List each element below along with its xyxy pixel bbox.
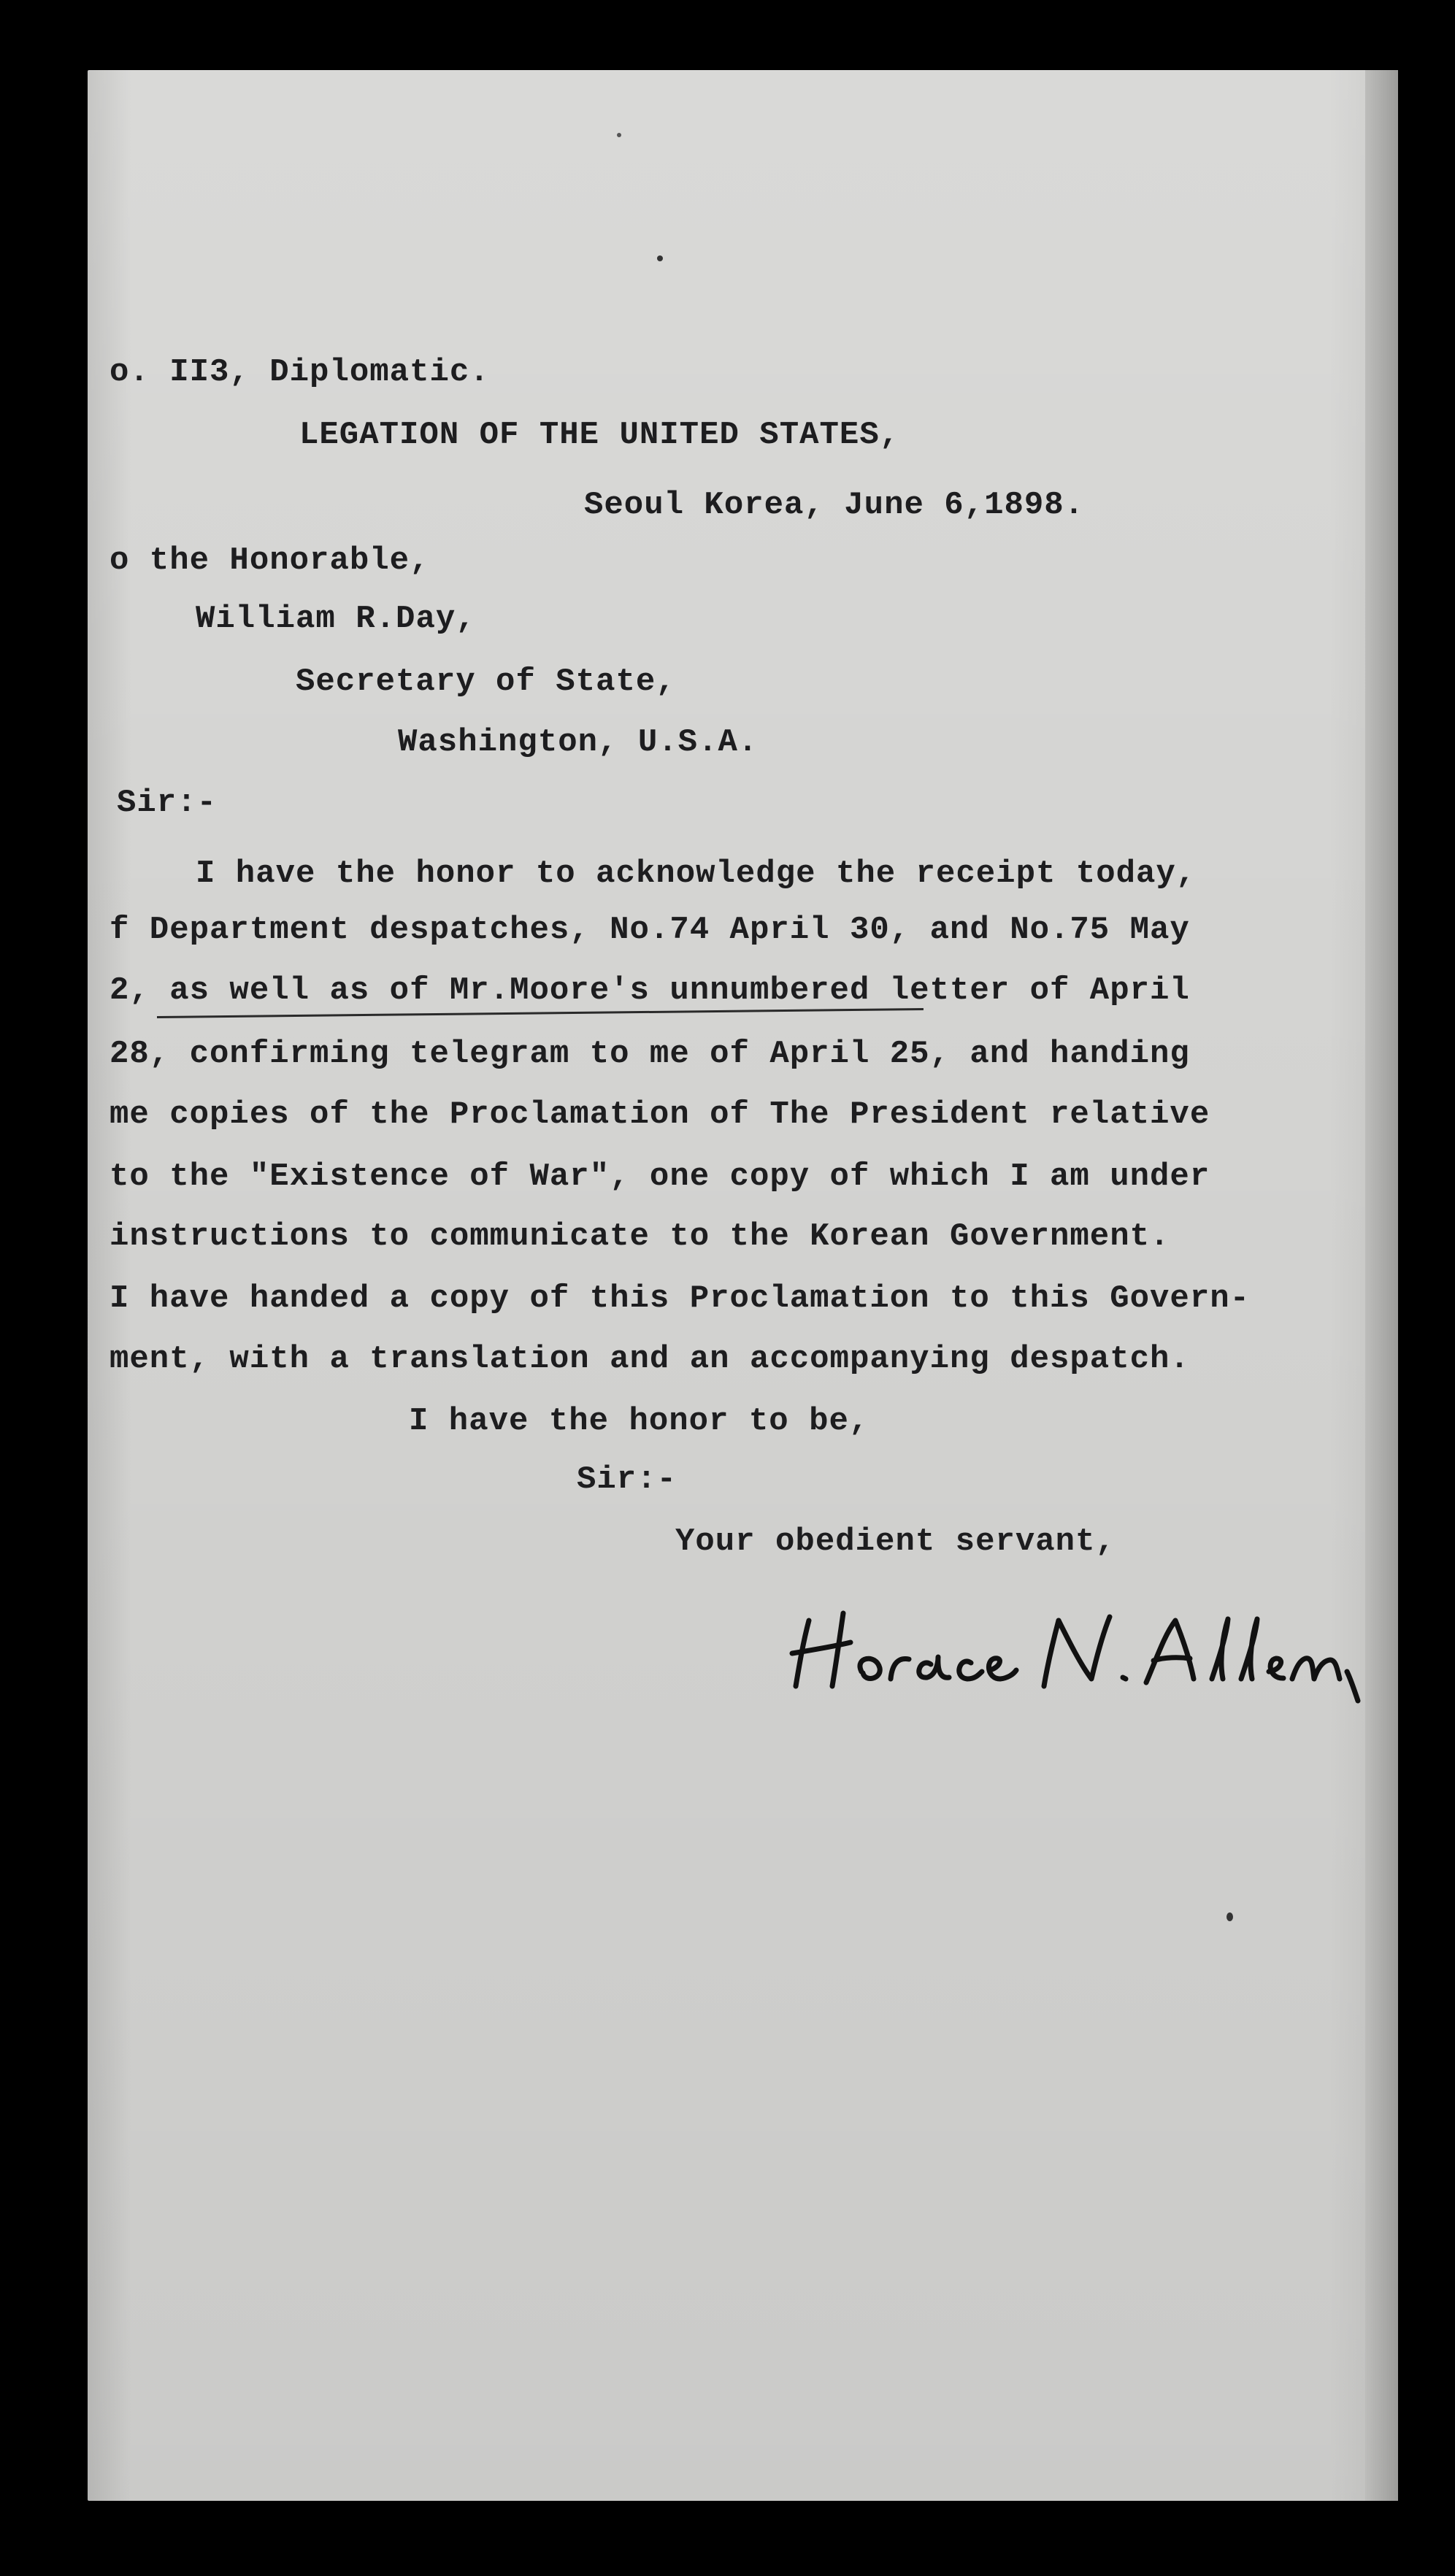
- body-line: I have the honor to acknowledge the receipt today,: [196, 856, 1197, 892]
- place-and-date: Seoul Korea, June 6,1898.: [584, 487, 1085, 523]
- salutation: Sir:-: [117, 785, 218, 821]
- closing-line: I have the honor to be,: [409, 1403, 869, 1439]
- legation-heading: LEGATION OF THE UNITED STATES,: [299, 417, 900, 453]
- body-line: f Department despatches, No.74 April 30, and No.75 May: [110, 912, 1190, 948]
- body-line: 28, confirming telegram to me of April 25, and handing: [110, 1036, 1190, 1072]
- body-line: I have handed a copy of this Proclamation to this Govern-: [110, 1280, 1251, 1317]
- addressee-name: William R.Day,: [196, 601, 476, 637]
- body-line: ment, with a translation and an accompanying despatch.: [110, 1341, 1190, 1377]
- pencil-underline: [157, 1008, 924, 1018]
- body-line: to the "Existence of War", one copy of which I am under: [110, 1158, 1210, 1195]
- addressee-location: Washington, U.S.A.: [398, 724, 759, 761]
- body-line: me copies of the Proclamation of The President relative: [110, 1096, 1210, 1133]
- despatch-number: o. II3, Diplomatic.: [110, 354, 490, 391]
- closing-salutation: Sir:-: [577, 1461, 677, 1498]
- closing-servant: Your obedient servant,: [675, 1523, 1116, 1560]
- handwritten-signature: [781, 1584, 1365, 1708]
- body-line: 2, as well as of Mr.Moore's unnumbered letter of April: [110, 972, 1190, 1009]
- addressee-line: o the Honorable,: [110, 542, 430, 579]
- addressee-title: Secretary of State,: [296, 664, 676, 700]
- body-line: instructions to communicate to the Korean Government.: [110, 1218, 1170, 1255]
